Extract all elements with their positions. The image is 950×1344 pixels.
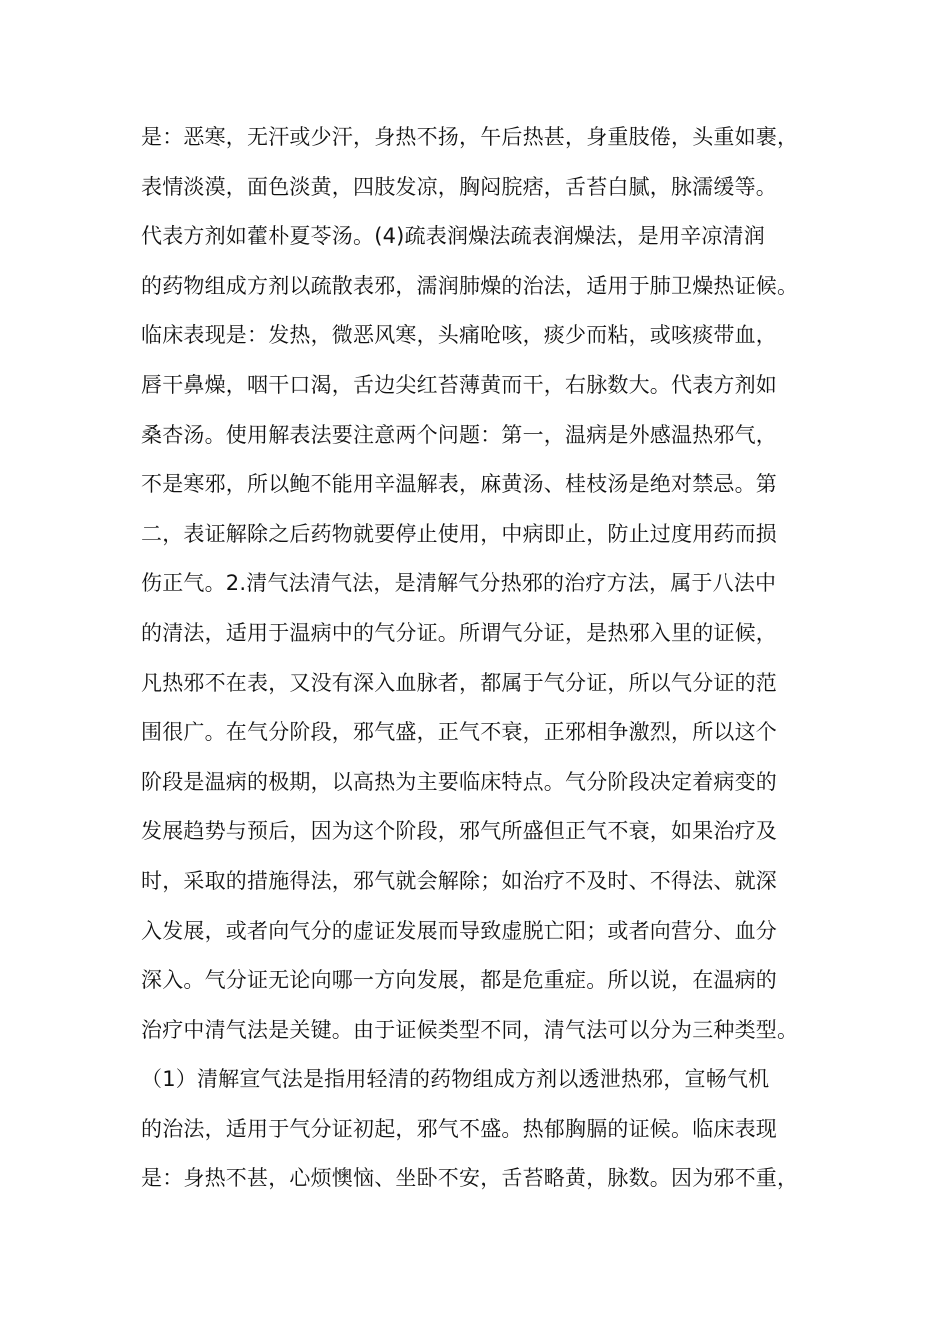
text-line: 桑杏汤。使用解表法要注意两个问题：第一，温病是外感温热邪气， [141, 422, 777, 447]
text-line: 唇干鼻燥，咽干口渴，舌边尖红苔薄黄而干，右脉数大。代表方剂如 [141, 372, 777, 397]
text-line: 围很广。在气分阶段，邪气盛，正气不衰，正邪相争激烈，所以这个 [141, 720, 777, 745]
text-line: 代表方剂如藿朴夏苓汤。(4)疏表润燥法疏表润燥法，是用辛凉清润 [141, 224, 765, 249]
text-line: 表情淡漠，面色淡黄，四肢发凉，胸闷脘痞，舌苔白腻，脉濡缓等。 [141, 174, 777, 199]
text-line: 的清法，适用于温病中的气分证。所谓气分证，是热邪入里的证候， [141, 620, 777, 645]
text-line: 阶段是温病的极期，以高热为主要临床特点。气分阶段决定着病变的 [141, 769, 777, 794]
text-line: （1）清解宣气法是指用轻清的药物组成方剂以透泄热邪，宣畅气机 [141, 1067, 770, 1092]
text-line: 临床表现是：发热，微恶风寒，头痛呛咳，痰少而粘，或咳痰带血， [141, 323, 777, 348]
text-line: 深入。气分证无论向哪一方向发展，都是危重症。所以说，在温病的 [141, 968, 777, 993]
text-line: 的治法，适用于气分证初起，邪气不盛。热郁胸膈的证候。临床表现 [141, 1116, 777, 1141]
text-line: 发展趋势与预后，因为这个阶段，邪气所盛但正气不衰，如果治疗及 [141, 819, 777, 844]
text-line: 凡热邪不在表，又没有深入血脉者，都属于气分证，所以气分证的范 [141, 670, 777, 695]
text-line: 是：身热不甚，心烦懊恼、坐卧不安，舌苔略黄，脉数。因为邪不重， [141, 1166, 799, 1191]
text-line: 二，表证解除之后药物就要停止使用，中病即止，防止过度用药而损 [141, 521, 777, 546]
text-line: 的药物组成方剂以疏散表邪，濡润肺燥的治法，适用于肺卫燥热证候。 [141, 273, 799, 298]
body-text [141, 113, 841, 1204]
text-line: 时，采取的措施得法，邪气就会解除；如治疗不及时、不得法、就深 [141, 868, 777, 893]
text-line: 伤正气。2.清气法清气法，是清解气分热邪的治疗方法，属于八法中 [141, 571, 777, 596]
text-line: 入发展，或者向气分的虚证发展而导致虚脱亡阳；或者向营分、血分 [141, 918, 777, 943]
text-line: 不是寒邪，所以鲍不能用辛温解表，麻黄汤、桂枝汤是绝对禁忌。第 [141, 472, 777, 497]
text-line: 是：恶寒，无汗或少汗，身热不扬，午后热甚，身重肢倦，头重如裹， [141, 125, 799, 149]
text-line: 治疗中清气法是关键。由于证候类型不同，清气法可以分为三种类型。 [141, 1017, 799, 1042]
